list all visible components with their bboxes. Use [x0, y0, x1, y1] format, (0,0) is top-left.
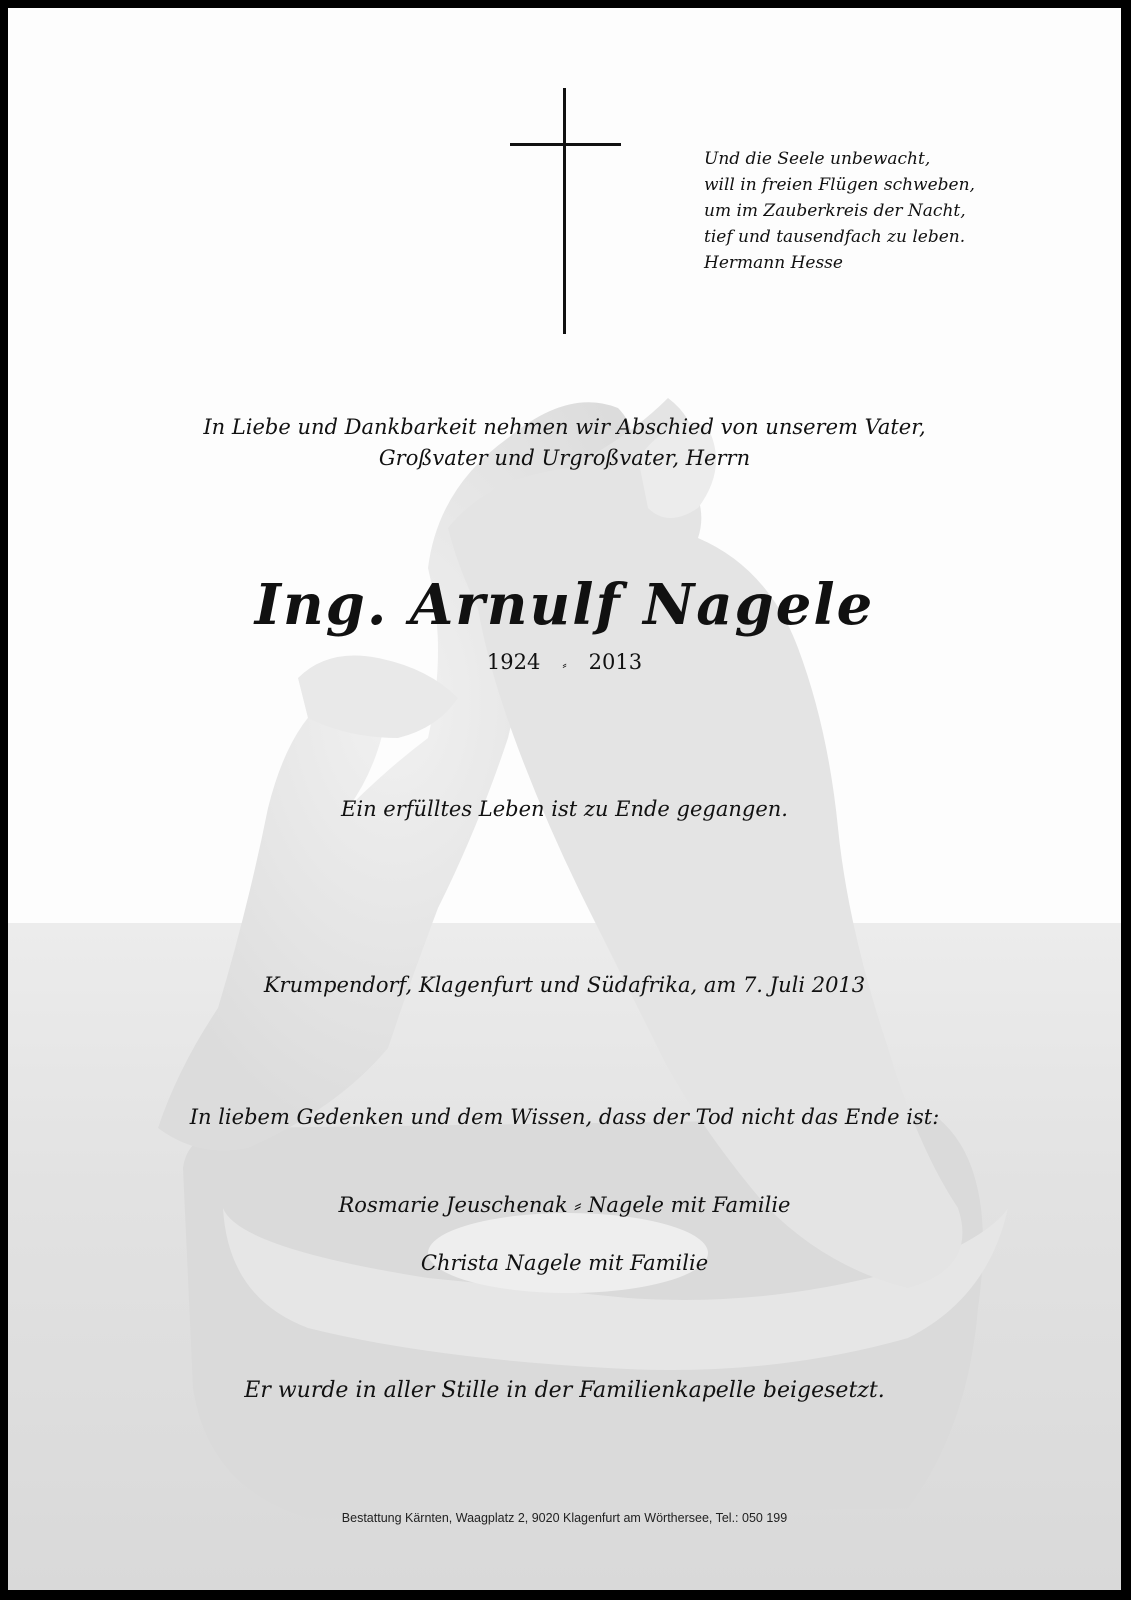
family-entry: Rosmarie Jeuschenak ⸗ Nagele mit Familie [338, 1193, 791, 1217]
place-and-date: Krumpendorf, Klagenfurt und Südafrika, am 7. Juli 2013 [263, 973, 866, 997]
intro-line-2: Großvater und Urgroßvater, Herrn [378, 446, 751, 470]
poem-author: Hermann Hesse [704, 253, 843, 273]
burial-note: Er wurde in aller Stille in der Familienkapelle beigesetzt. [244, 1378, 885, 1403]
deceased-name: Ing. Arnulf Nagele [254, 572, 875, 638]
birth-year: 1924 [486, 650, 541, 674]
poem-line: Und die Seele unbewacht, [704, 149, 931, 169]
cross-vertical-bar [563, 88, 566, 334]
obituary-sheet [8, 8, 1121, 1590]
poem-line: tief und tausendfach zu leben. [704, 227, 966, 247]
funeral-home-footer: Bestattung Kärnten, Waagplatz 2, 9020 Klagenfurt am Wörthersee, Tel.: 050 199 [341, 1511, 788, 1525]
poem [704, 146, 1034, 276]
family-entry: Christa Nagele mit Familie [420, 1251, 709, 1275]
intro-text [8, 412, 1121, 474]
poem-line: will in freien Flügen schweben, [704, 175, 975, 195]
poem-line: um im Zauberkreis der Nacht, [704, 201, 966, 221]
intro-line-1: In Liebe und Dankbarkeit nehmen wir Abschied von unserem Vater, [203, 415, 926, 439]
life-years [8, 648, 1121, 680]
death-year: 2013 [588, 650, 643, 674]
life-phrase: Ein erfülltes Leben ist zu Ende gegangen. [341, 797, 788, 821]
memory-text: In liebem Gedenken und dem Wissen, dass der Tod nicht das Ende ist: [189, 1105, 940, 1129]
year-separator: ⸗ [562, 658, 567, 673]
cross-horizontal-bar [510, 143, 621, 146]
